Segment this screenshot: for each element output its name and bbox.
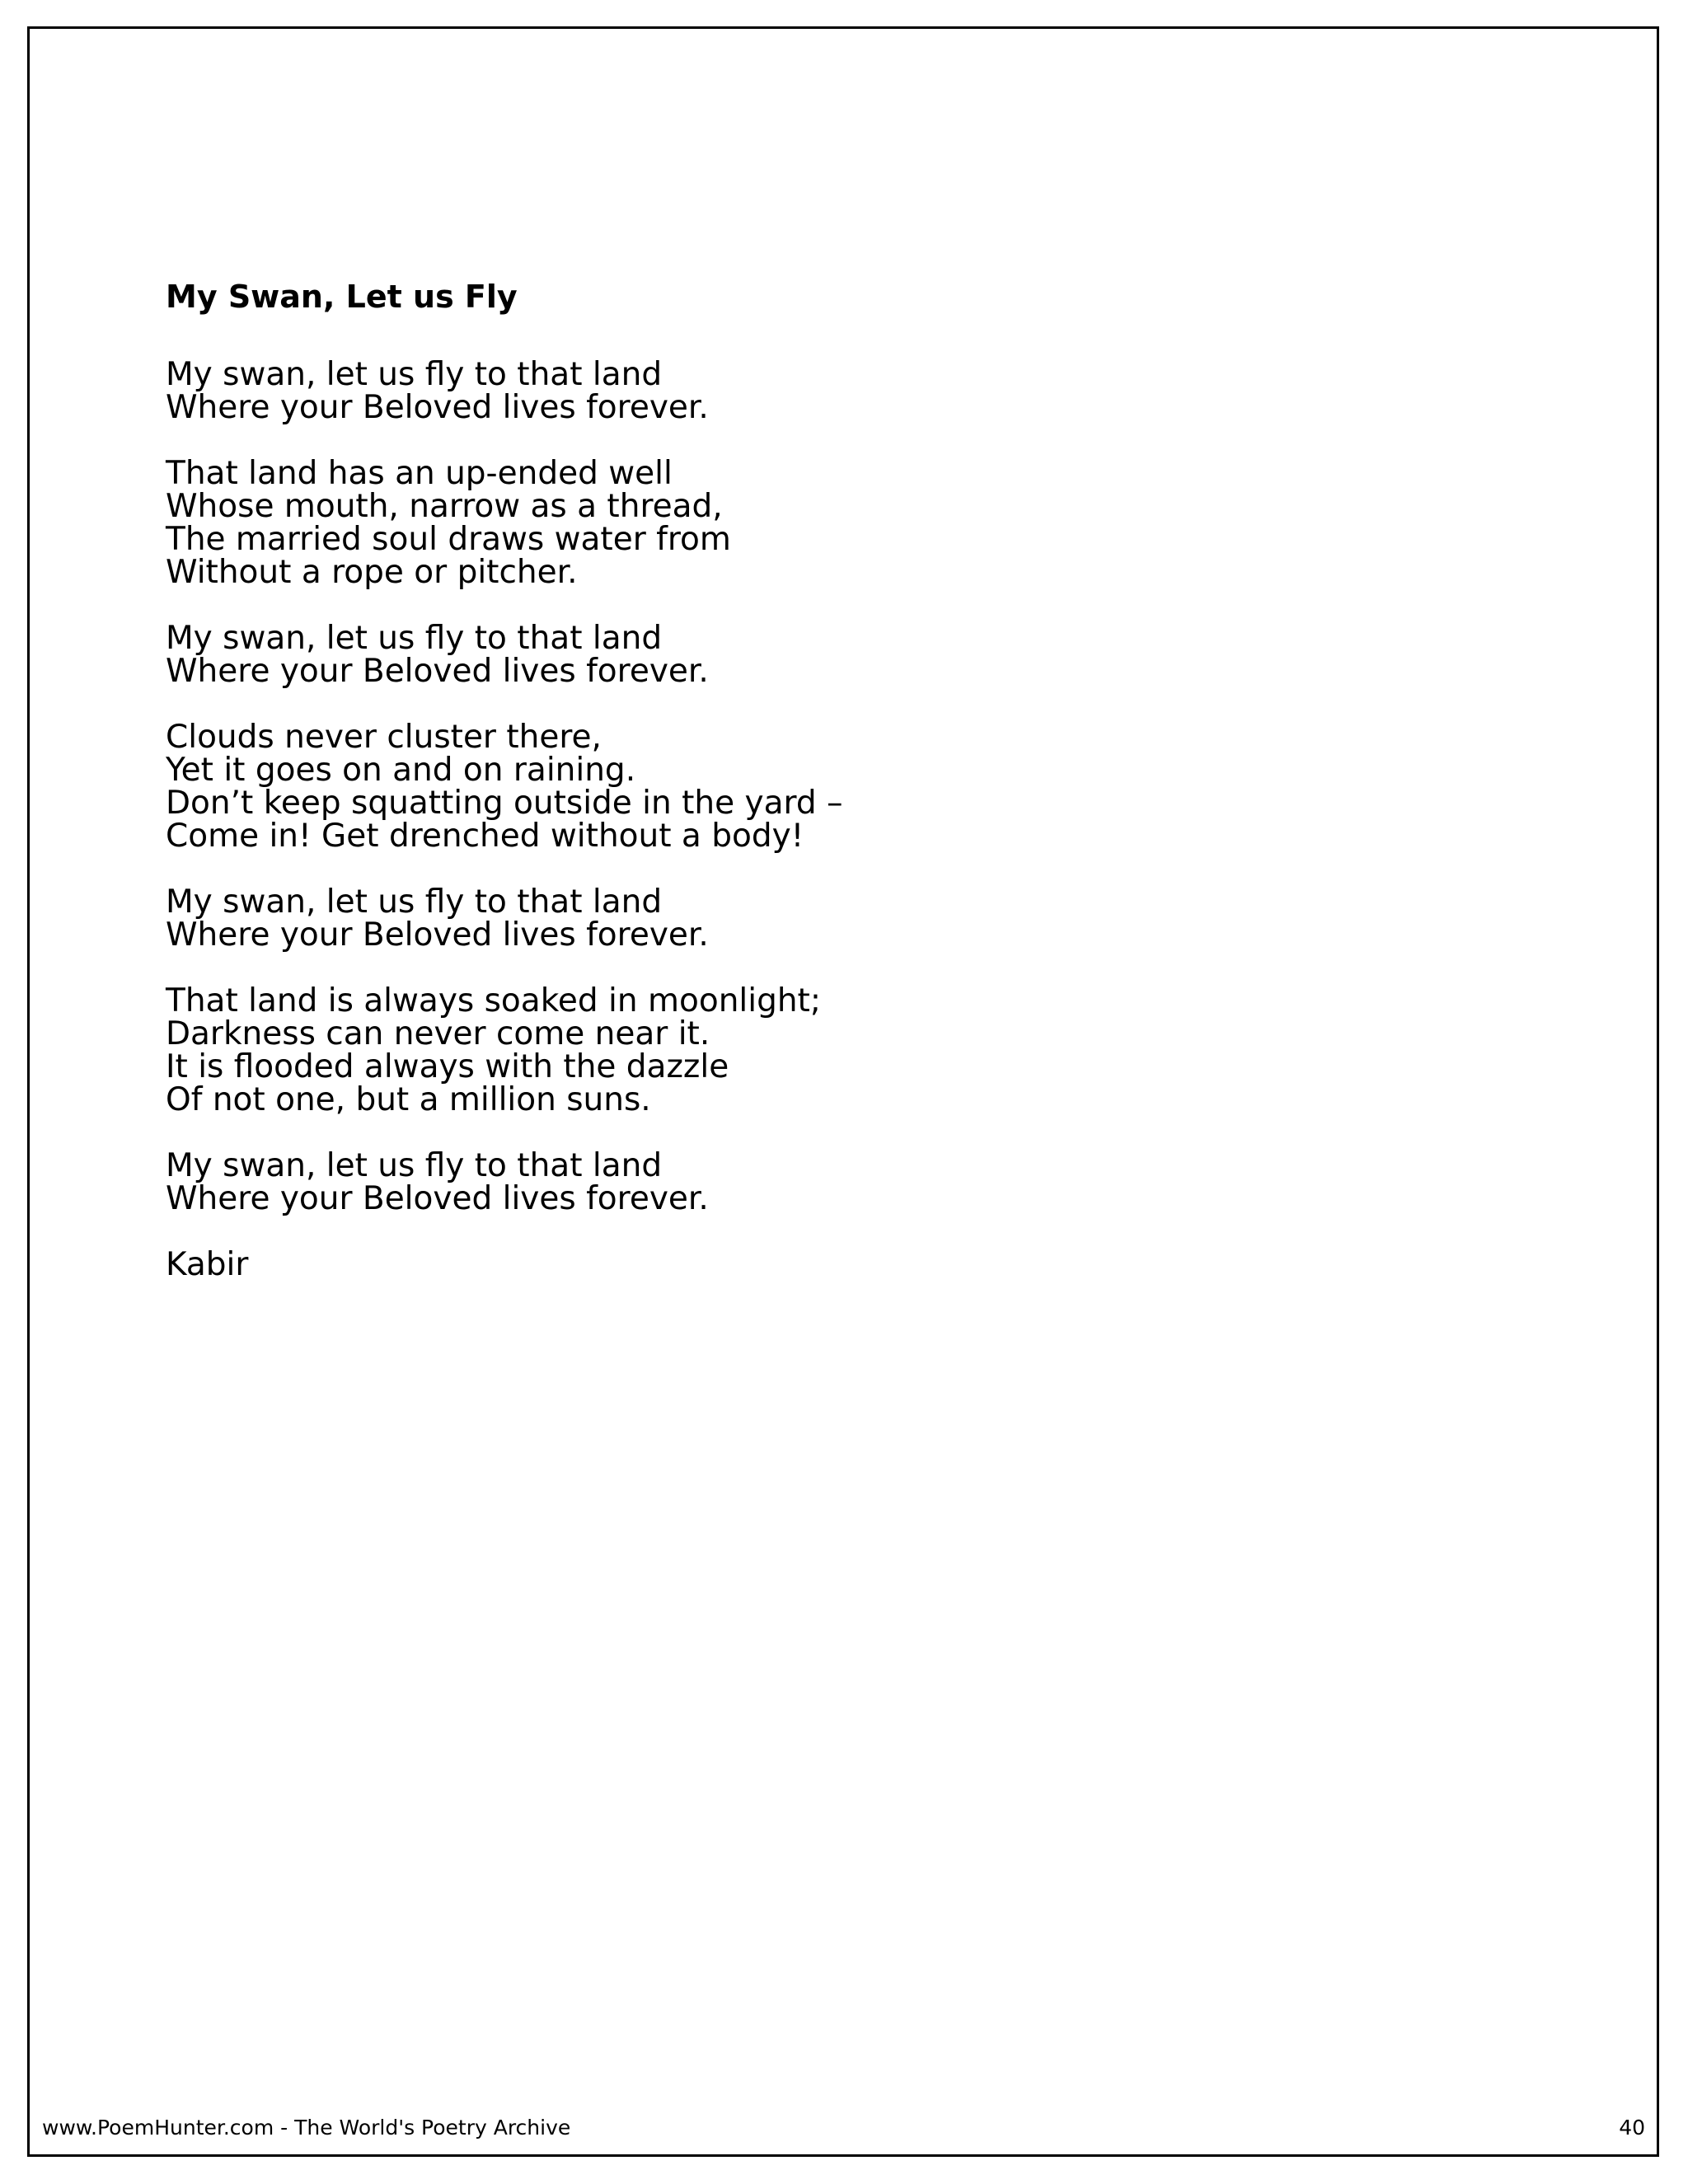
poem-line: That land has an up-ended well bbox=[166, 455, 673, 492]
poem-line: Where your Beloved lives forever. bbox=[166, 1180, 709, 1217]
poem-line: Come in! Get drenched without a body! bbox=[166, 818, 804, 855]
footer-source: www.PoemHunter.com - The World's Poetry Archive bbox=[42, 2116, 571, 2139]
poem-line: My swan, let us fly to that land bbox=[166, 356, 663, 393]
page-number: 40 bbox=[1619, 2116, 1645, 2139]
poem-title: My Swan, Let us Fly bbox=[166, 279, 518, 315]
poem-author: Kabir bbox=[166, 1246, 249, 1283]
stanza bbox=[166, 356, 1402, 426]
poem-line: Clouds never cluster there, bbox=[166, 719, 602, 756]
poem-line: Don’t keep squatting outside in the yard – bbox=[166, 785, 843, 822]
poem-line: That land is always soaked in moonlight; bbox=[166, 982, 821, 1019]
poem-line: Darkness can never come near it. bbox=[166, 1015, 710, 1052]
poem-line: It is flooded always with the dazzle bbox=[166, 1048, 729, 1085]
stanza bbox=[166, 622, 1402, 688]
stanza bbox=[166, 883, 1402, 954]
poem-line: My swan, let us fly to that land bbox=[166, 883, 663, 921]
stanza bbox=[166, 721, 1402, 853]
poem-line: Without a rope or pitcher. bbox=[166, 554, 578, 591]
stanza bbox=[166, 457, 1402, 589]
poem-line: Where your Beloved lives forever. bbox=[166, 389, 709, 426]
poem-line: Of not one, but a million suns. bbox=[166, 1081, 651, 1118]
stanza bbox=[166, 982, 1402, 1118]
poem-line: Yet it goes on and on raining. bbox=[166, 752, 636, 789]
poem-body bbox=[166, 356, 1402, 1283]
poem-line: Whose mouth, narrow as a thread, bbox=[166, 488, 723, 525]
poem-line: My swan, let us fly to that land bbox=[166, 1147, 663, 1184]
stanza bbox=[166, 1147, 1402, 1217]
poem-line: Where your Beloved lives forever. bbox=[166, 916, 709, 954]
poem-line: The married soul draws water from bbox=[166, 521, 731, 558]
poem-line: Where your Beloved lives forever. bbox=[166, 653, 709, 690]
poem-line: My swan, let us fly to that land bbox=[166, 620, 663, 657]
